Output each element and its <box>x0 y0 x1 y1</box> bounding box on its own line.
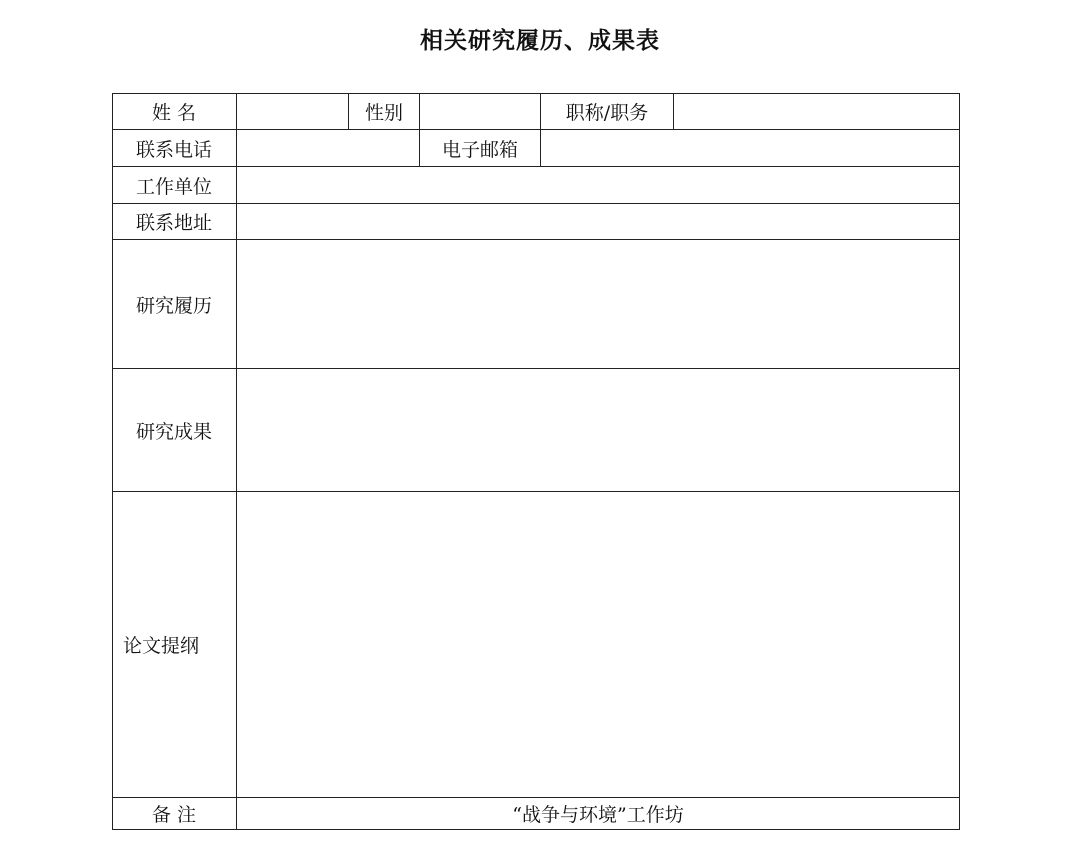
research-results-field[interactable] <box>237 369 959 491</box>
research-history-label: 研究履历 <box>135 294 212 317</box>
name-field[interactable] <box>237 93 348 130</box>
border-line <box>959 93 960 830</box>
employer-field[interactable] <box>237 167 959 203</box>
application-form <box>112 93 960 830</box>
gender-field[interactable] <box>420 93 540 130</box>
paper-outline-field[interactable] <box>237 492 959 797</box>
address-label: 联系地址 <box>135 212 212 234</box>
title-position-field[interactable] <box>674 93 959 130</box>
research-results-label: 研究成果 <box>135 420 212 443</box>
remarks-field[interactable]: “战争与环境”工作坊 <box>512 804 684 826</box>
border-line <box>112 829 960 830</box>
email-label: 电子邮箱 <box>441 138 518 161</box>
page-title: 相关研究履历、成果表 <box>420 27 660 54</box>
research-history-field[interactable] <box>237 240 959 368</box>
title-position-label: 职称/职务 <box>565 102 649 124</box>
address-field[interactable] <box>237 204 959 239</box>
gender-label: 性别 <box>364 102 403 124</box>
employer-label: 工作单位 <box>135 175 212 198</box>
phone-label: 联系电话 <box>135 138 212 161</box>
phone-field[interactable] <box>237 130 419 166</box>
remarks-label: 备 注 <box>151 804 197 826</box>
paper-outline-label: 论文提纲 <box>123 635 200 657</box>
email-field[interactable] <box>541 130 959 166</box>
name-label: 姓 名 <box>151 102 197 124</box>
